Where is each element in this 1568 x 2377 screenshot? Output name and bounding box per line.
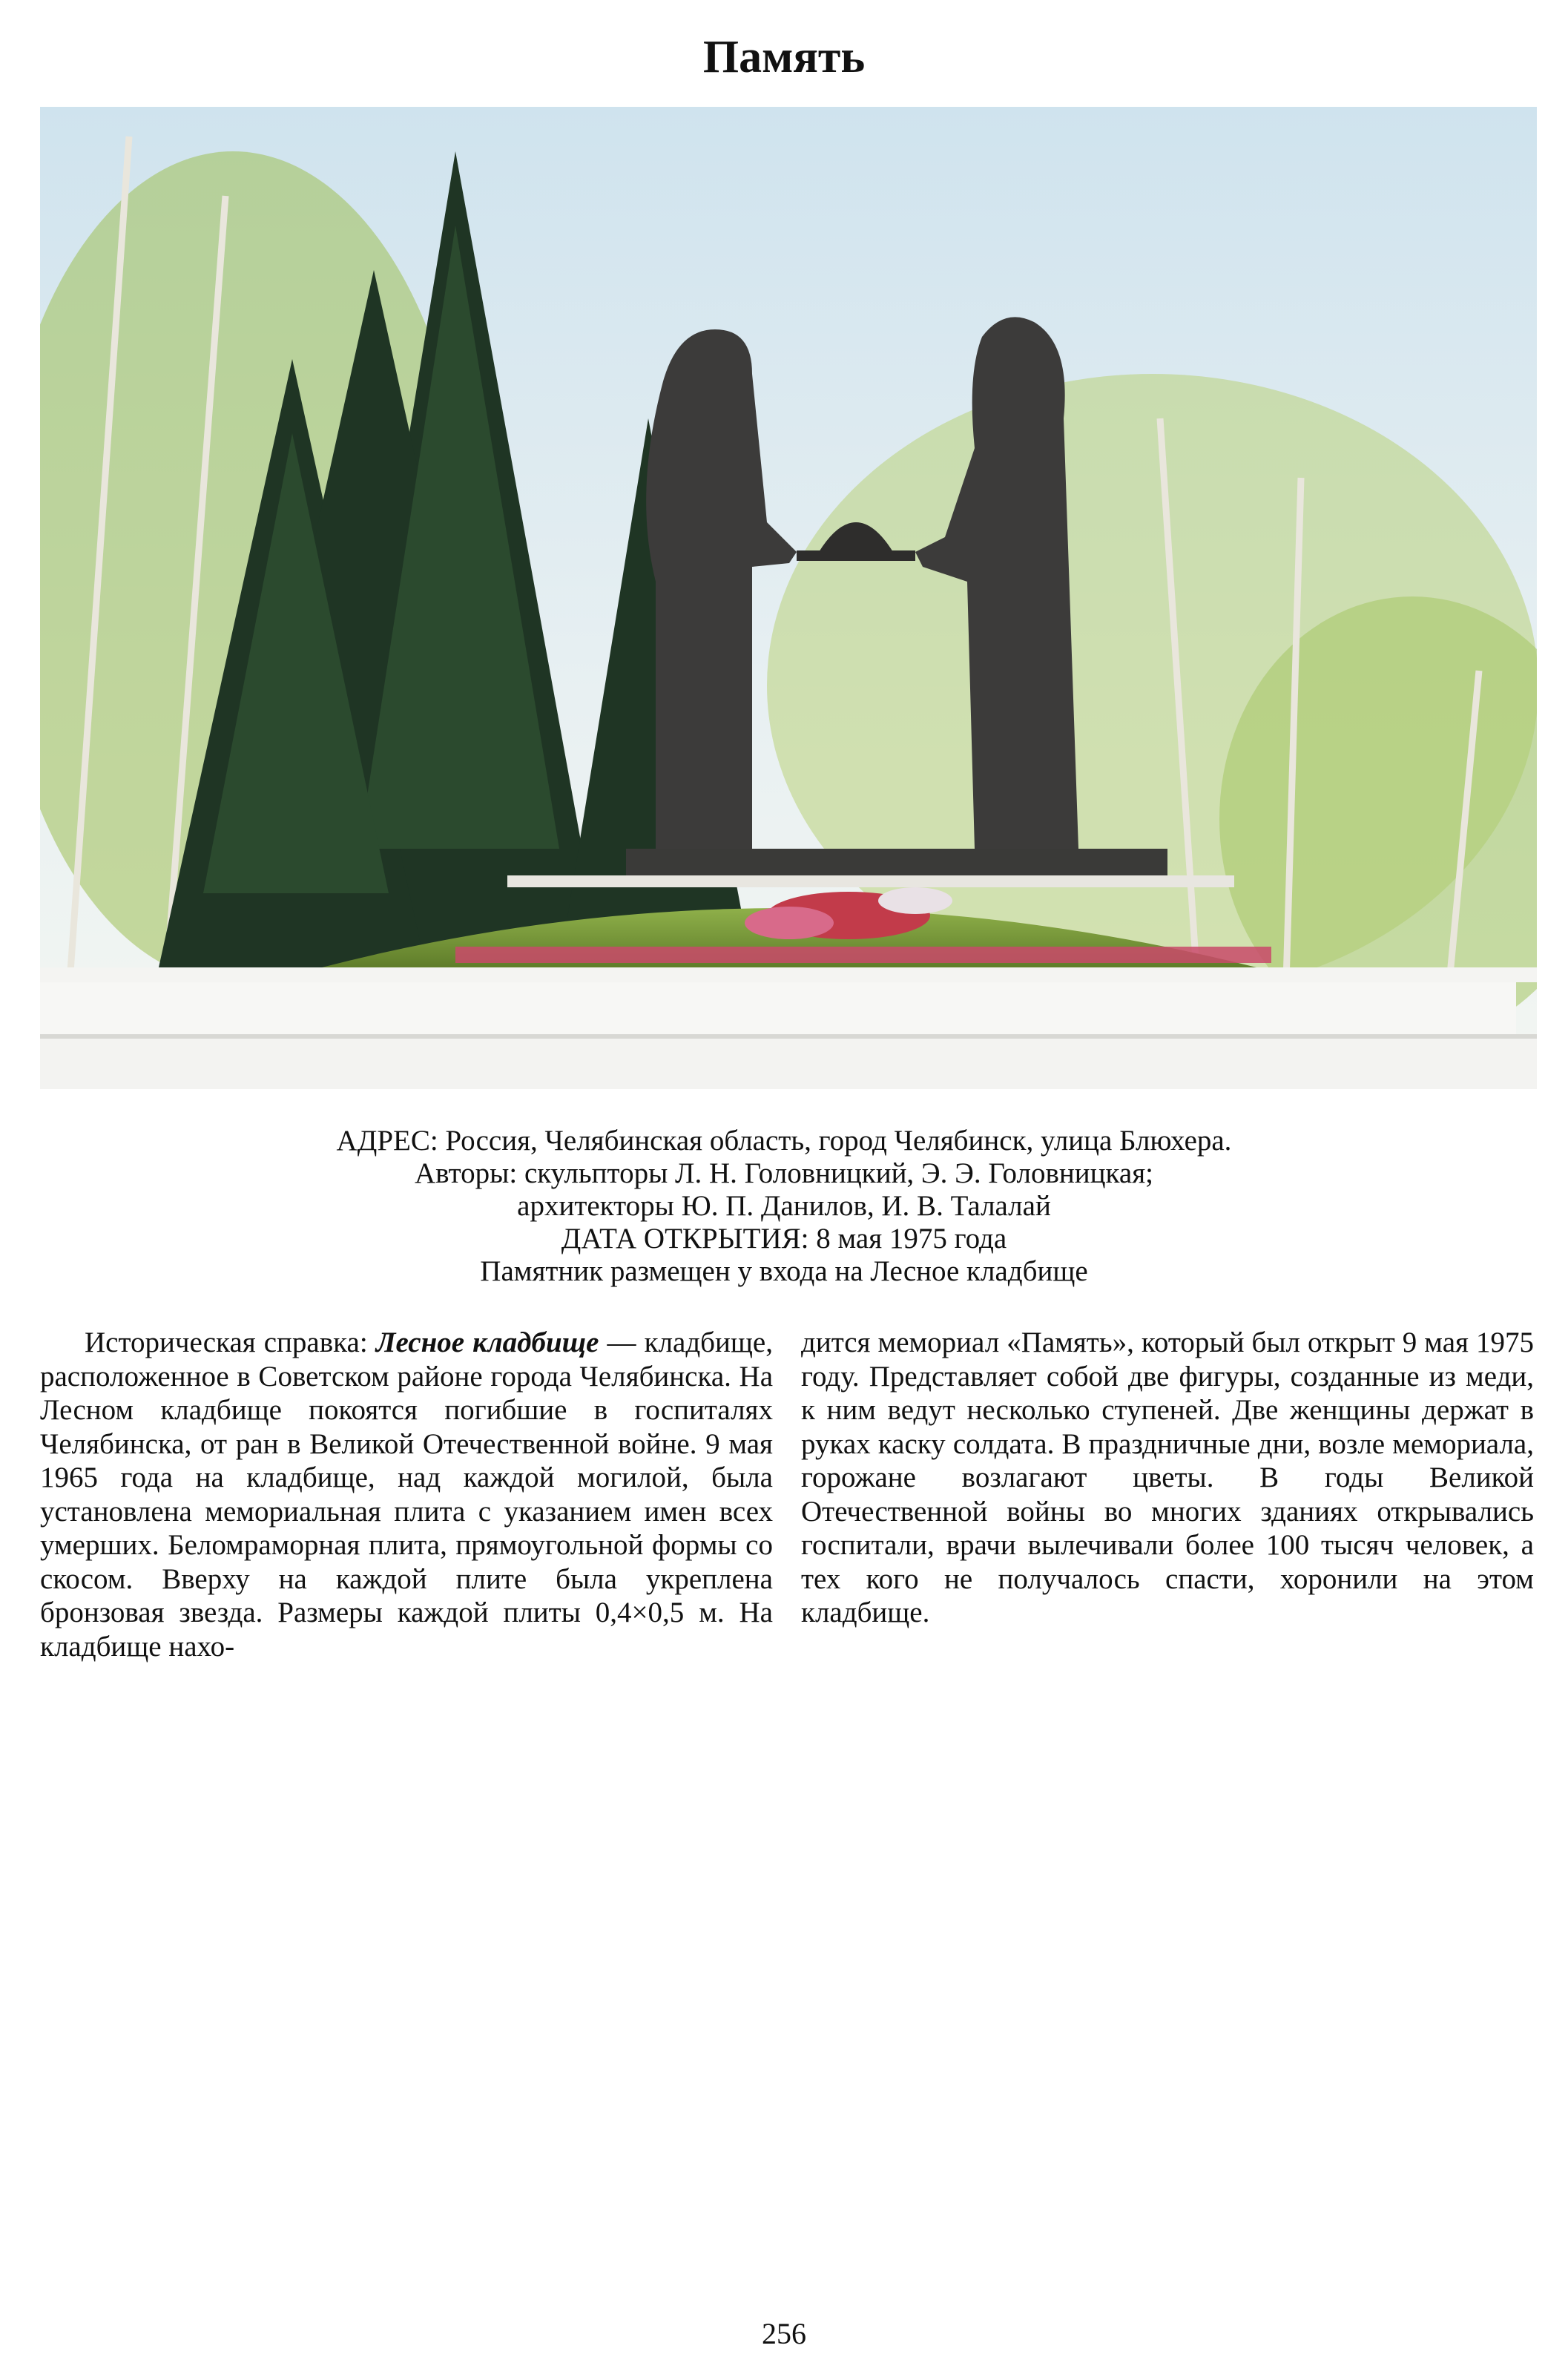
page-number: 256 xyxy=(762,2317,806,2350)
caption-architects: архитекторы Ю. П. Данилов, И. В. Талалай xyxy=(517,1190,1051,1222)
cemetery-name: Лесное кладбище xyxy=(375,1326,599,1358)
caption-opening-date: ДАТА ОТКРЫТИЯ: 8 мая 1975 года xyxy=(561,1223,1007,1255)
text-column-right xyxy=(801,1326,1534,1630)
monument-photo xyxy=(40,107,1537,1089)
page-title: Память xyxy=(702,32,866,82)
intro-prefix: Историческая справка: xyxy=(85,1326,376,1358)
right-column-text: дится мемориал «Память», который был открыт 9 мая 1975 году. Представляет собой две фигуры, созданные из меди, к ним ведут несколько ступеней. Две женщины держат в руках каску солдата. В праздничные дни, возле мемориала, горожане возлагают цветы. В годы Великой Отечественной войны во многих зданиях открывались госпитали, врачи вылечивали более 100 тысяч человек, а тех кого не получалось спасти, хоронили на этом кладбище. xyxy=(801,1326,1534,1628)
caption-location: Памятник размещен у входа на Лесное кладбище xyxy=(480,1255,1088,1287)
caption-address: АДРЕС: Россия, Челябинская область, город Челябинск, улица Блюхера. xyxy=(336,1125,1232,1157)
left-column-text: — кладбище, расположенное в Советском районе города Челябинска. На Лесном кладбище покоятся погибшие в госпиталях Челябинска, от ран в Великой Отечественной войне. 9 мая 1965 года на кладбище, над каждой могилой, была установлена мемориальная плита с указанием имен всех умерших. Беломраморная плита, прямоугольной формы со скосом. Вверху на каждой плите была укреплена бронзовая звезда. Размеры каждой плиты 0,4×0,5 м. На кладбище нахо- xyxy=(40,1326,773,1663)
photo-caption xyxy=(0,1125,1568,1288)
caption-authors: Авторы: скульпторы Л. Н. Головницкий, Э. Э. Головницкая; xyxy=(415,1157,1153,1189)
text-column-left xyxy=(40,1326,773,1663)
historical-note-paragraph xyxy=(40,1326,773,1663)
